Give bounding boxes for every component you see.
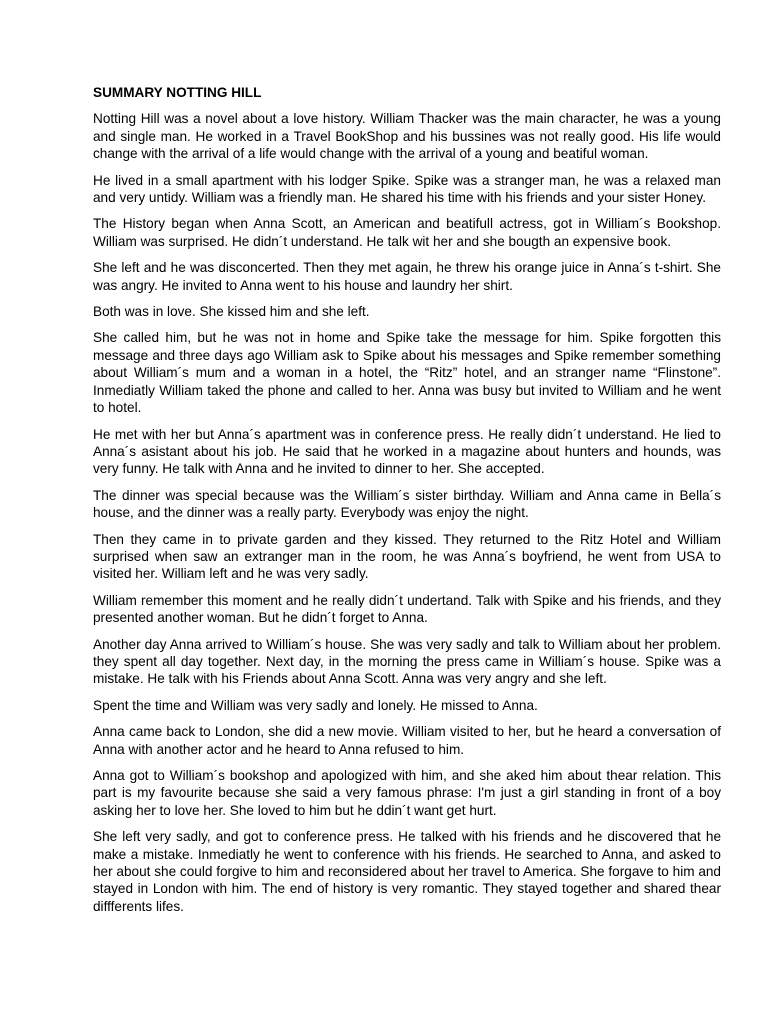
paragraph-7: He met with her but Anna´s apartment was in conference press. He really didn´t understand. He lied to Anna´s asistant about his job. He said that he worked in a magazine about hunters and hounds, was very funny. He talk with Anna and he invited to dinner to her. She accepted. bbox=[93, 426, 721, 477]
paragraph-5: Both was in love. She kissed him and she left. bbox=[93, 304, 370, 320]
paragraph-10: William remember this moment and he really didn´t undertand. Talk with Spike and his friends, and they presented another woman. But he didn´t forget to Anna. bbox=[93, 592, 721, 626]
paragraph-11: Another day Anna arrived to William´s house. She was very sadly and talk to William about her problem. they spent all day together. Next day, in the morning the press came in William´s house. Spike was a mistake. He talk with his Friends about Anna Scott. Anna was very angry and she left. bbox=[93, 636, 721, 687]
paragraph-4: She left and he was disconcerted. Then they met again, he threw his orange juice in Anna´s t-shirt. She was angry. He invited to Anna went to his house and laundry her shirt. bbox=[93, 260, 721, 293]
document-page bbox=[93, 84, 721, 924]
paragraph-2: He lived in a small apartment with his lodger Spike. Spike was a stranger man, he was a relaxed man and very untidy. William was a friendly man. He shared his time with his friends and your sister Honey. bbox=[93, 172, 721, 206]
paragraph-9: Then they came in to private garden and they kissed. They returned to the Ritz Hotel and William surprised when saw an extranger man in the room, he was Anna´s boyfriend, he went from USA to visited her. William left and he was very sadly. bbox=[93, 531, 721, 582]
paragraph-3: The History began when Anna Scott, an American and beatifull actress, got in William´s Bookshop. William was surprised. He didn´t understand. He talk wit her and she bougth an expensive book. bbox=[93, 216, 721, 249]
paragraph-13: Anna came back to London, she did a new movie. William visited to her, but he heard a conversation of Anna with another actor and he heard to Anna refused to him. bbox=[93, 724, 721, 757]
paragraph-8: The dinner was special because was the William´s sister birthday. William and Anna came in Bella´s house, and the dinner was a really party. Everybody was enjoy the night. bbox=[93, 487, 721, 521]
paragraph-14: Anna got to William´s bookshop and apologized with him, and she aked him about thear relation. This part is my favourite because she said a very famous phrase: I'm just a girl standing in front of a boy asking her to love her. She loved to him but he ddin´t want get hurt. bbox=[93, 768, 721, 818]
paragraph-12: Spent the time and William was very sadly and lonely. He missed to Anna. bbox=[93, 697, 538, 713]
document-title: SUMMARY NOTTING HILL bbox=[93, 85, 262, 100]
paragraph-1: Notting Hill was a novel about a love history. William Thacker was the main character, he was a young and single man. He worked in a Travel BookShop and his bussines was not really good. His life would change with the arrival of a life would change with the arrival of a young and beatiful woman. bbox=[93, 111, 721, 162]
paragraph-15: She left very sadly, and got to conference press. He talked with his friends and he discovered that he make a mistake. Inmediatly he went to conference with his friends. He searched to Anna, and asked to her about she could forgive to him and reconsidered about her travel to America. She forgave to him and stayed in London with him. The end of history is very romantic. They stayed together and shared thear diffferents lifes. bbox=[93, 829, 721, 914]
paragraph-6: She called him, but he was not in home and Spike take the message for him. Spike forgotten this message and three days ago William ask to Spike about his messages and Spike remember something about William´s mum and a woman in a hotel, the “Ritz” hotel, and an stranger name “Flinstone”. Inmediatly William taked the phone and called to her. Anna was busy but invited to William and he went to hotel. bbox=[93, 330, 721, 416]
